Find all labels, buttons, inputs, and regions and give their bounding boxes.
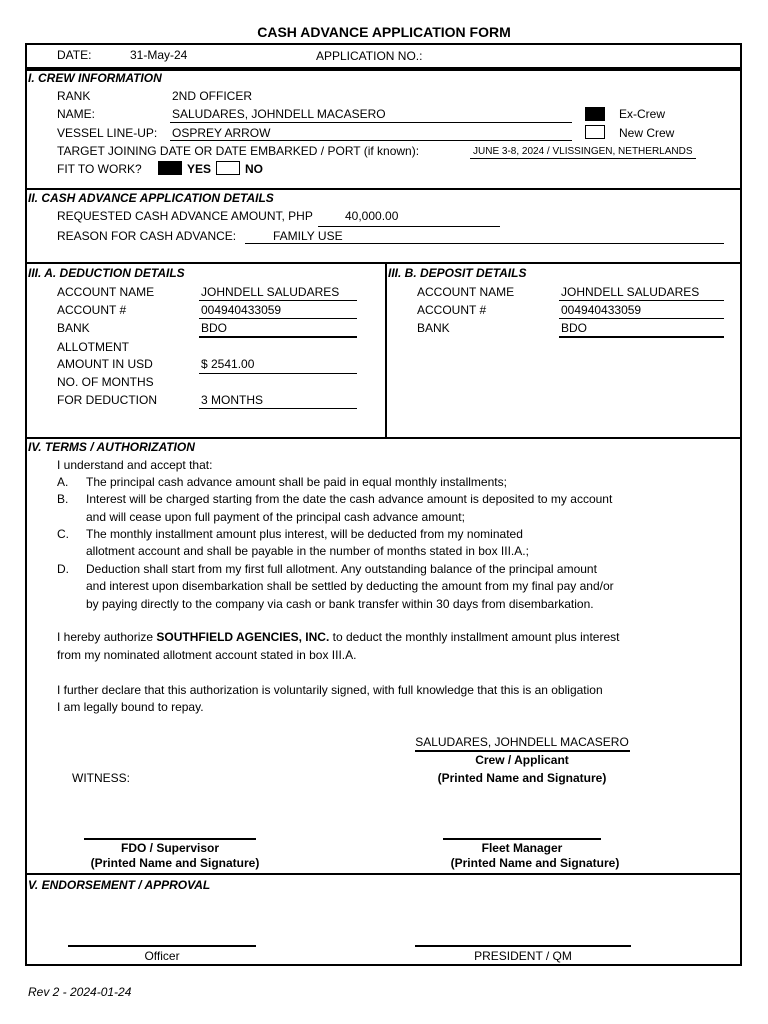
term-b-line-1: Interest will be charged starting from the date the cash advance amount is deposited to my account xyxy=(86,492,613,506)
section-cash-advance-details: II. CASH ADVANCE APPLICATION DETAILS xyxy=(28,191,274,205)
section-endorsement-approval: V. ENDORSEMENT / APPROVAL xyxy=(28,878,211,892)
witness-label: WITNESS: xyxy=(72,771,131,785)
deduction-account-name-value: JOHNDELL SALUDARES xyxy=(201,285,340,299)
term-d-line-1: Deduction shall start from my first full allotment. Any outstanding balance of the principal amount xyxy=(86,562,597,576)
deposit-bank-label: BANK xyxy=(417,321,450,335)
fit-yes-label: YES xyxy=(187,162,212,176)
application-no-label: APPLICATION NO.: xyxy=(316,49,423,63)
allotment-label-2: AMOUNT IN USD xyxy=(57,357,153,371)
new-crew-checkbox[interactable] xyxy=(585,125,605,139)
deduction-bank-underline xyxy=(199,336,357,338)
amount-label: REQUESTED CASH ADVANCE AMOUNT, PHP xyxy=(57,209,313,223)
name-label: NAME: xyxy=(57,107,96,121)
declaration-line-1: I further declare that this authorization is voluntarily signed, with full knowledge that this is an obligation xyxy=(57,683,603,697)
authorization-company: SOUTHFIELD AGENCIES, INC. xyxy=(156,630,330,644)
vessel-value: OSPREY ARROW xyxy=(172,126,271,140)
applicant-printed-note: (Printed Name and Signature) xyxy=(437,771,607,785)
fit-no-checkbox[interactable] xyxy=(216,161,240,175)
term-c-line-2: allotment account and shall be payable in the number of months stated in box III.A.; xyxy=(86,544,529,558)
months-label-1: NO. OF MONTHS xyxy=(57,375,154,389)
section-divider-3 xyxy=(385,437,742,439)
fdo-role: FDO / Supervisor xyxy=(120,841,220,855)
fdo-signature-line xyxy=(84,838,256,840)
rank-value: 2ND OFFICER xyxy=(172,89,253,103)
target-joining-value: JUNE 3-8, 2024 / VLISSINGEN, NETHERLANDS xyxy=(473,146,693,157)
date-value: 31-May-24 xyxy=(130,48,188,62)
section-deposit-details: III. B. DEPOSIT DETAILS xyxy=(388,266,527,280)
section-divider-1 xyxy=(25,188,742,190)
months-underline xyxy=(199,408,357,409)
vessel-label: VESSEL LINE-UP: xyxy=(57,126,158,140)
officer-signature-line xyxy=(68,945,256,947)
deposit-account-no-underline xyxy=(559,318,724,319)
reason-underline xyxy=(245,243,724,244)
rank-label: RANK xyxy=(57,89,91,103)
term-a-line-1: The principal cash advance amount shall be paid in equal monthly installments; xyxy=(86,475,507,489)
form-title: CASH ADVANCE APPLICATION FORM xyxy=(257,24,511,40)
fit-no-label: NO xyxy=(245,162,263,176)
deduction-bank-label: BANK xyxy=(57,321,90,335)
authorization-suffix: to deduct the monthly installment amount plus interest xyxy=(329,630,620,644)
authorization-line-1 xyxy=(57,630,619,644)
target-joining-label: TARGET JOINING DATE OR DATE EMBARKED / PORT (if known): xyxy=(57,144,420,158)
name-value: SALUDARES, JOHNDELL MACASERO xyxy=(172,107,386,121)
deduction-bank-value: BDO xyxy=(201,321,228,335)
deduction-account-name-underline xyxy=(199,300,357,301)
deposit-account-name-label: ACCOUNT NAME xyxy=(417,285,515,299)
term-letter-b: B. xyxy=(57,492,69,506)
deposit-bank-underline xyxy=(559,336,724,338)
amount-underline xyxy=(318,226,500,227)
term-b-line-2: and will cease upon full payment of the principal cash advance amount; xyxy=(86,510,465,524)
allotment-value: $ 2541.00 xyxy=(201,357,255,371)
deduction-deposit-divider xyxy=(385,262,387,438)
name-underline xyxy=(170,122,572,123)
section-terms-authorization: IV. TERMS / AUTHORIZATION xyxy=(28,440,195,454)
term-d-line-3: by paying directly to the company via cash or bank transfer within 30 days from disembarkation. xyxy=(86,597,594,611)
applicant-role: Crew / Applicant xyxy=(475,753,569,767)
term-d-line-2: and interest upon disembarkation shall be settled by deducting the amount from my final pay and/or xyxy=(86,579,614,593)
section-deduction-details: III. A. DEDUCTION DETAILS xyxy=(28,266,185,280)
term-letter-c: C. xyxy=(57,527,69,541)
declaration-line-2: I am legally bound to repay. xyxy=(57,700,204,714)
deposit-account-no-value: 004940433059 xyxy=(561,303,642,317)
deposit-bank-value: BDO xyxy=(561,321,588,335)
authorization-line-2: from my nominated allotment account stated in box III.A. xyxy=(57,648,357,662)
target-joining-underline xyxy=(470,158,696,159)
authorization-prefix: I hereby authorize xyxy=(57,630,157,644)
officer-label: Officer xyxy=(144,949,180,963)
reason-label: REASON FOR CASH ADVANCE: xyxy=(57,229,237,243)
term-letter-d: D. xyxy=(57,562,69,576)
deduction-account-no-label: ACCOUNT # xyxy=(57,303,127,317)
amount-value: 40,000.00 xyxy=(345,209,399,223)
fleet-role: Fleet Manager xyxy=(481,841,563,855)
applicant-signature-line xyxy=(415,750,630,752)
fleet-signature-line xyxy=(443,838,601,840)
section-divider-4 xyxy=(25,873,742,875)
terms-intro: I understand and accept that: xyxy=(57,458,213,472)
deduction-account-no-underline xyxy=(199,318,357,319)
deduction-account-no-value: 004940433059 xyxy=(201,303,282,317)
section-divider-2 xyxy=(25,262,742,264)
term-c-line-1: The monthly installment amount plus interest, will be deducted from my nominated xyxy=(86,527,523,541)
new-crew-label: New Crew xyxy=(619,126,675,140)
revision-note: Rev 2 - 2024-01-24 xyxy=(28,985,132,999)
president-label: PRESIDENT / QM xyxy=(474,949,572,963)
term-letter-a: A. xyxy=(57,475,69,489)
ex-crew-label: Ex-Crew xyxy=(619,107,666,121)
vessel-underline xyxy=(170,140,572,141)
fit-to-work-label: FIT TO WORK? xyxy=(57,162,142,176)
months-value: 3 MONTHS xyxy=(201,393,264,407)
allotment-label-1: ALLOTMENT xyxy=(57,340,130,354)
deduction-box-bottom xyxy=(25,437,387,439)
allotment-underline xyxy=(199,373,357,374)
ex-crew-checkbox[interactable] xyxy=(585,107,605,121)
deposit-account-no-label: ACCOUNT # xyxy=(417,303,487,317)
section-crew-information: I. CREW INFORMATION xyxy=(28,71,162,85)
deposit-account-name-value: JOHNDELL SALUDARES xyxy=(561,285,700,299)
fdo-printed-note: (Printed Name and Signature) xyxy=(90,856,260,870)
president-signature-line xyxy=(415,945,631,947)
fit-yes-checkbox[interactable] xyxy=(158,161,182,175)
date-label: DATE: xyxy=(57,48,92,62)
fleet-printed-note: (Printed Name and Signature) xyxy=(450,856,620,870)
deposit-account-name-underline xyxy=(559,300,724,301)
applicant-printed-name: SALUDARES, JOHNDELL MACASERO xyxy=(415,735,629,749)
deduction-account-name-label: ACCOUNT NAME xyxy=(57,285,155,299)
reason-value: FAMILY USE xyxy=(273,229,343,243)
months-label-2: FOR DEDUCTION xyxy=(57,393,157,407)
